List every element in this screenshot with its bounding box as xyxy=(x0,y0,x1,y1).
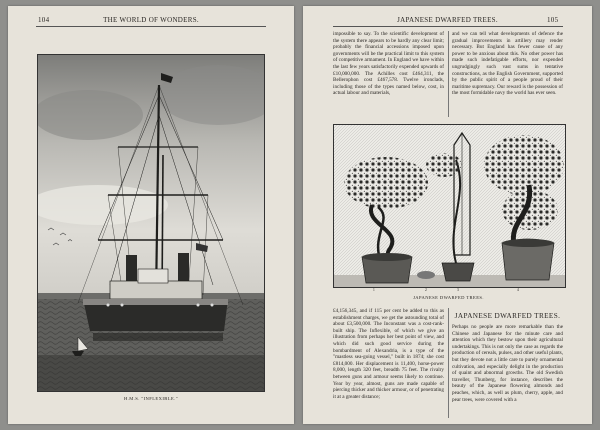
paragraph: and we can tell what developments of defence the gradual improvements in artillery may render necessary. But England has fewer cause of any power to be anxious about this. No other power has made such indefatigable efforts, nor expended ungrudgingly such vast sums in tentative constructions, as the English Government, supported by the public spirit of a people proud of their maritime supremacy. Our reward is the possession of the most formidable navy the world has ever seen. xyxy=(452,31,563,97)
running-head: THE WORLD OF WONDERS. xyxy=(103,16,199,24)
figure-number: 1 xyxy=(373,288,375,292)
running-head: JAPANESE DWARFED TREES. xyxy=(397,16,498,24)
ship-engraving xyxy=(37,54,265,392)
column-divider xyxy=(448,31,449,117)
text-column-bottom-left xyxy=(333,308,444,418)
paragraph: £4,156,345, and if 115 per cent be added to this as establishment charges, we get the astounding total of about £3,500,000. The Inconstant was a cost-rank-built ship. The Inflexible, of which we give an illustration from perhaps her best point of view, and which did such good service during the bombardment of Alexandria, is a type of the "mastless sea-going vessel," built in 1874; she cost £814,000. Her displacement is 11,400, horse-power 8,000, length 320 feet, breadth 75 feet. The rivalry between guns and armour seems likely to continue. Year by year, almost, guns are made capable of piercing thicker and thicker armour, or of penetrating it at a greater distance; xyxy=(333,308,444,400)
figure-caption: JAPANESE DWARFED TREES. xyxy=(413,295,484,300)
dwarfed-trees-engraving xyxy=(333,124,566,288)
text-column-top-right xyxy=(452,31,563,117)
left-page xyxy=(8,6,294,424)
page-number: 105 xyxy=(547,16,559,24)
section-title: JAPANESE DWARFED TREES. xyxy=(454,312,561,320)
text-column-top-left xyxy=(333,31,444,117)
header-rule xyxy=(333,26,563,27)
plate-caption: H.M.S. "INFLEXIBLE." xyxy=(124,396,178,401)
column-divider xyxy=(448,308,449,418)
figure-number: 4 xyxy=(517,288,519,292)
paragraph: impossible to say. To the scientific development of the system there appears to be hardly any clear limit; probably the financial accessions imposed upon governments will be the practical limit to this system of competitive armament. In England we have within the last few years satisfactorily expended upwards of £10,000,000. The Achilles cost £464,311, the Bellerophon cost £467,578. Twelve ironclads, including those of the types named below, cost, in actual labour and materials, xyxy=(333,31,444,97)
figure-number: 2 xyxy=(425,288,427,292)
paragraph: Perhaps no people are more remarkable than the Chinese and Japanese for the minute care and attention which they bestow upon their agricultural undertakings. This is not only the case as regards the production of cereals, pulses, and other useful plants, but they devote not a little care to purely ornamental cultivation, and especially delight in the production of quaint and abnormal growths. The old Swedish traveller, Thunberg, for instance, describes the beauty of the Japanese flowering almonds and peaches, which, as well as plum, cherry, apple, and pear trees, were covered with a xyxy=(452,324,563,403)
header-rule xyxy=(36,26,266,27)
page-number: 104 xyxy=(38,16,50,24)
figure-number: 3 xyxy=(457,288,459,292)
text-column-bottom-right xyxy=(452,324,563,418)
right-page xyxy=(303,6,592,424)
